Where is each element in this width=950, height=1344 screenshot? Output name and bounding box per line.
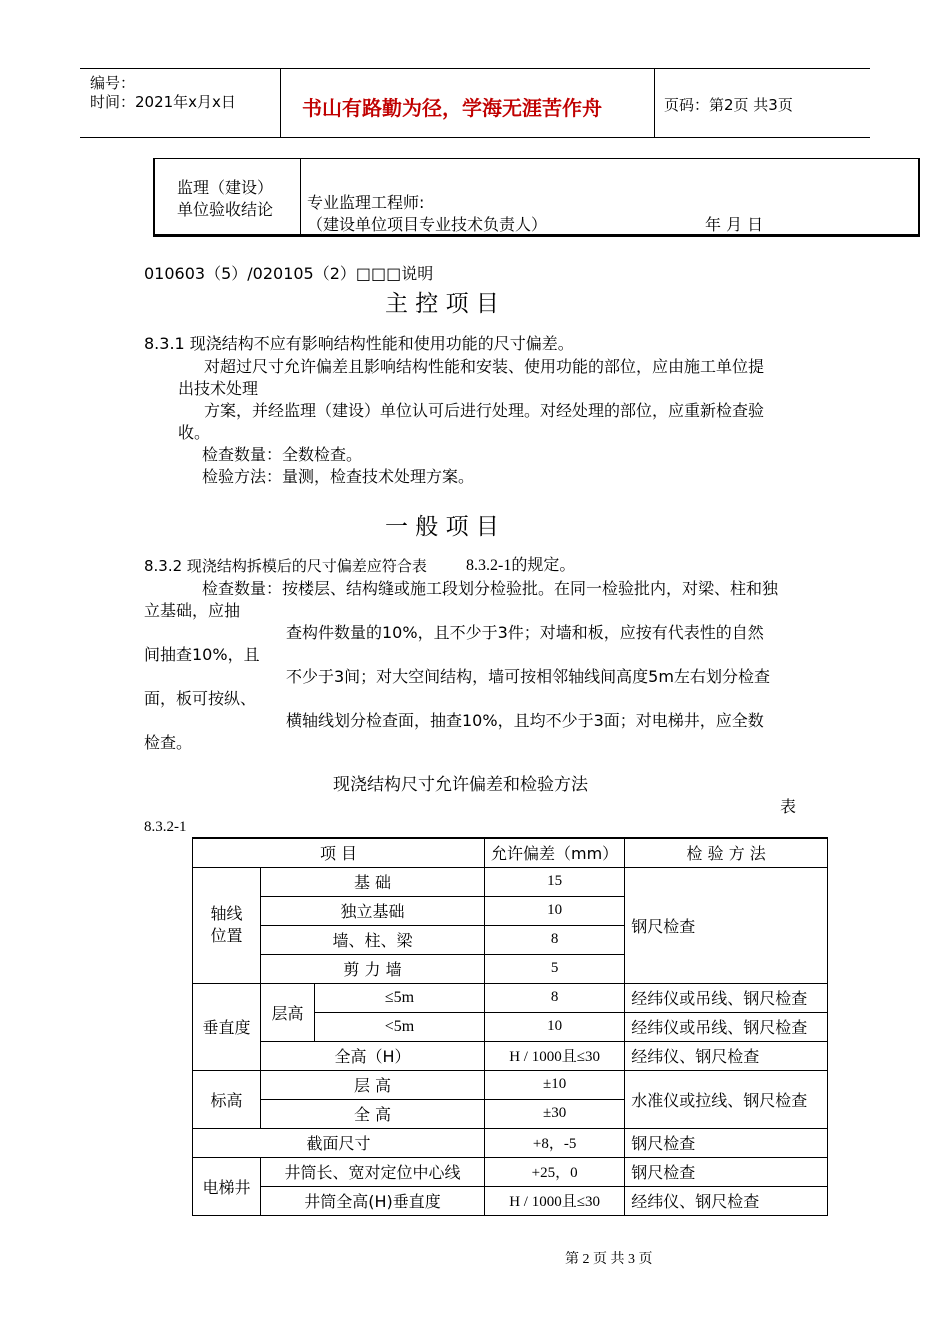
method-elevation: 水准仪或拉线、钢尺检查 (625, 1070, 828, 1128)
table-row (193, 867, 828, 896)
value-shear-wall: 5 (485, 954, 625, 983)
method-gt5m: 经纬仪或吊线、钢尺检查 (625, 1012, 828, 1041)
value-wall-column-beam: 8 (485, 925, 625, 954)
box-left-line1: 监理（建设） (177, 178, 274, 197)
page-header (80, 68, 870, 138)
owner-label: （建设单位项目专业技术负责人） (307, 215, 548, 234)
supervisor-label: 专业监理工程师: (307, 193, 425, 212)
header-deviation: 允许偏差（mm） (485, 838, 625, 867)
item-section-size: 截面尺寸 (193, 1128, 485, 1157)
p831-line7: 检验方法：量测，检查技术处理方案。 (202, 467, 475, 486)
p832-line3: 立基础，应抽 (144, 601, 241, 620)
header-item: 项 目 (193, 838, 485, 867)
value-shaft-verticality: H / 1000且≤30 (485, 1186, 625, 1215)
doc-time: 时间：2021年x月x日 (90, 93, 236, 111)
p831-line6: 检查数量：全数检查。 (202, 445, 363, 464)
group-verticality: 垂直度 (193, 983, 261, 1070)
method-axis: 钢尺检查 (625, 867, 828, 983)
table-row (193, 1157, 828, 1186)
p832-line6: 不少于3间；对大空间结构，墙可按相邻轴线间高度5m左右划分检查 (286, 667, 770, 686)
item-total-height: 全高（H） (261, 1041, 485, 1070)
p831-line3: 出技术处理 (178, 379, 259, 398)
group-axis-position: 轴线 位置 (193, 867, 261, 983)
method-shaft-verticality: 经纬仪、钢尺检查 (625, 1186, 828, 1215)
method-section-size: 钢尺检查 (625, 1128, 828, 1157)
header-divider (280, 69, 281, 137)
sign-date: 年 月 日 (705, 215, 764, 234)
table-title: 现浇结构尺寸允许偏差和检验方法 (333, 775, 588, 795)
acceptance-box (153, 158, 920, 237)
p832-line5: 间抽查10%，且 (144, 645, 260, 664)
p832-line2: 检查数量：按楼层、结构缝或施工段划分检验批。在同一检验批内，对梁、柱和独 (202, 579, 779, 598)
page-footer: 第 2 页 共 3 页 (565, 1252, 653, 1267)
doc-number: 编号： (90, 74, 136, 92)
item-le5m: ≤5m (315, 983, 485, 1012)
p832-line7: 面，板可按纵、 (144, 689, 257, 708)
method-shaft-position: 钢尺检查 (625, 1157, 828, 1186)
item-gt5m: <5m (315, 1012, 485, 1041)
item-elev-total: 全 高 (261, 1099, 485, 1128)
item-shaft-verticality: 井筒全高(H)垂直度 (261, 1186, 485, 1215)
p832-line1b: 8.3.2-1的规定。 (466, 557, 576, 574)
table-row (193, 1186, 828, 1215)
table-row (193, 1070, 828, 1099)
tolerance-table (192, 837, 828, 1216)
item-independent-foundation: 独立基础 (261, 896, 485, 925)
p831-line2: 对超过尺寸允许偏差且影响结构性能和安装、使用功能的部位，应由施工单位提 (204, 357, 765, 376)
item-shear-wall: 剪 力 墙 (261, 954, 485, 983)
method-le5m: 经纬仪或吊线、钢尺检查 (625, 983, 828, 1012)
header-divider (654, 69, 655, 137)
value-elev-floor: ±10 (485, 1070, 625, 1099)
main-items-heading: 主 控 项 目 (385, 291, 499, 317)
header-method: 检 验 方 法 (625, 838, 828, 867)
table-label-b: 8.3.2-1 (144, 819, 187, 835)
p831-line4: 方案，并经监理（建设）单位认可后进行处理。对经处理的部位，应重新检查验 (204, 401, 765, 420)
p832-line9: 检查。 (144, 733, 193, 752)
value-shaft-position: +25，0 (485, 1157, 625, 1186)
general-items-heading: 一 般 项 目 (385, 514, 499, 540)
box-left-line2: 单位验收结论 (177, 200, 274, 219)
p831-line5: 收。 (178, 423, 211, 442)
table-row (193, 1041, 828, 1070)
value-le5m: 8 (485, 983, 625, 1012)
table-row (193, 983, 828, 1012)
item-shaft-position: 井筒长、宽对定位中心线 (261, 1157, 485, 1186)
table-row (193, 1128, 828, 1157)
p832-line8: 横轴线划分检查面，抽查10%，且均不少于3面；对电梯井，应全数 (286, 711, 764, 730)
value-gt5m: 10 (485, 1012, 625, 1041)
value-total-height: H / 1000且≤30 (485, 1041, 625, 1070)
value-section-size: +8，-5 (485, 1128, 625, 1157)
group-elevation: 标高 (193, 1070, 261, 1128)
item-foundation: 基 础 (261, 867, 485, 896)
item-wall-column-beam: 墙、柱、梁 (261, 925, 485, 954)
method-total-height: 经纬仪、钢尺检查 (625, 1041, 828, 1070)
value-independent-foundation: 10 (485, 896, 625, 925)
value-elev-total: ±30 (485, 1099, 625, 1128)
value-foundation: 15 (485, 867, 625, 896)
p831-line1: 8.3.1 现浇结构不应有影响结构性能和使用功能的尺寸偏差。 (144, 334, 574, 353)
table-label-a: 表 (780, 797, 797, 816)
p832-line4: 查构件数量的10%，且不少于3件；对墙和板，应按有代表性的自然 (286, 623, 764, 642)
group-elevator-shaft: 电梯井 (193, 1157, 261, 1215)
sub-floor-height: 层高 (261, 983, 315, 1041)
slogan: 书山有路勤为径，学海无涯苦作舟 (302, 96, 602, 120)
table-header-row (193, 838, 828, 867)
section-code: 010603（5）/020105（2）□□□说明 (144, 264, 434, 283)
page-indicator: 页码：第2页 共3页 (664, 96, 793, 114)
item-elev-floor: 层 高 (261, 1070, 485, 1099)
p832-line1a: 8.3.2 现浇结构拆模后的尺寸偏差应符合表 (144, 557, 427, 575)
box-divider (300, 159, 301, 234)
